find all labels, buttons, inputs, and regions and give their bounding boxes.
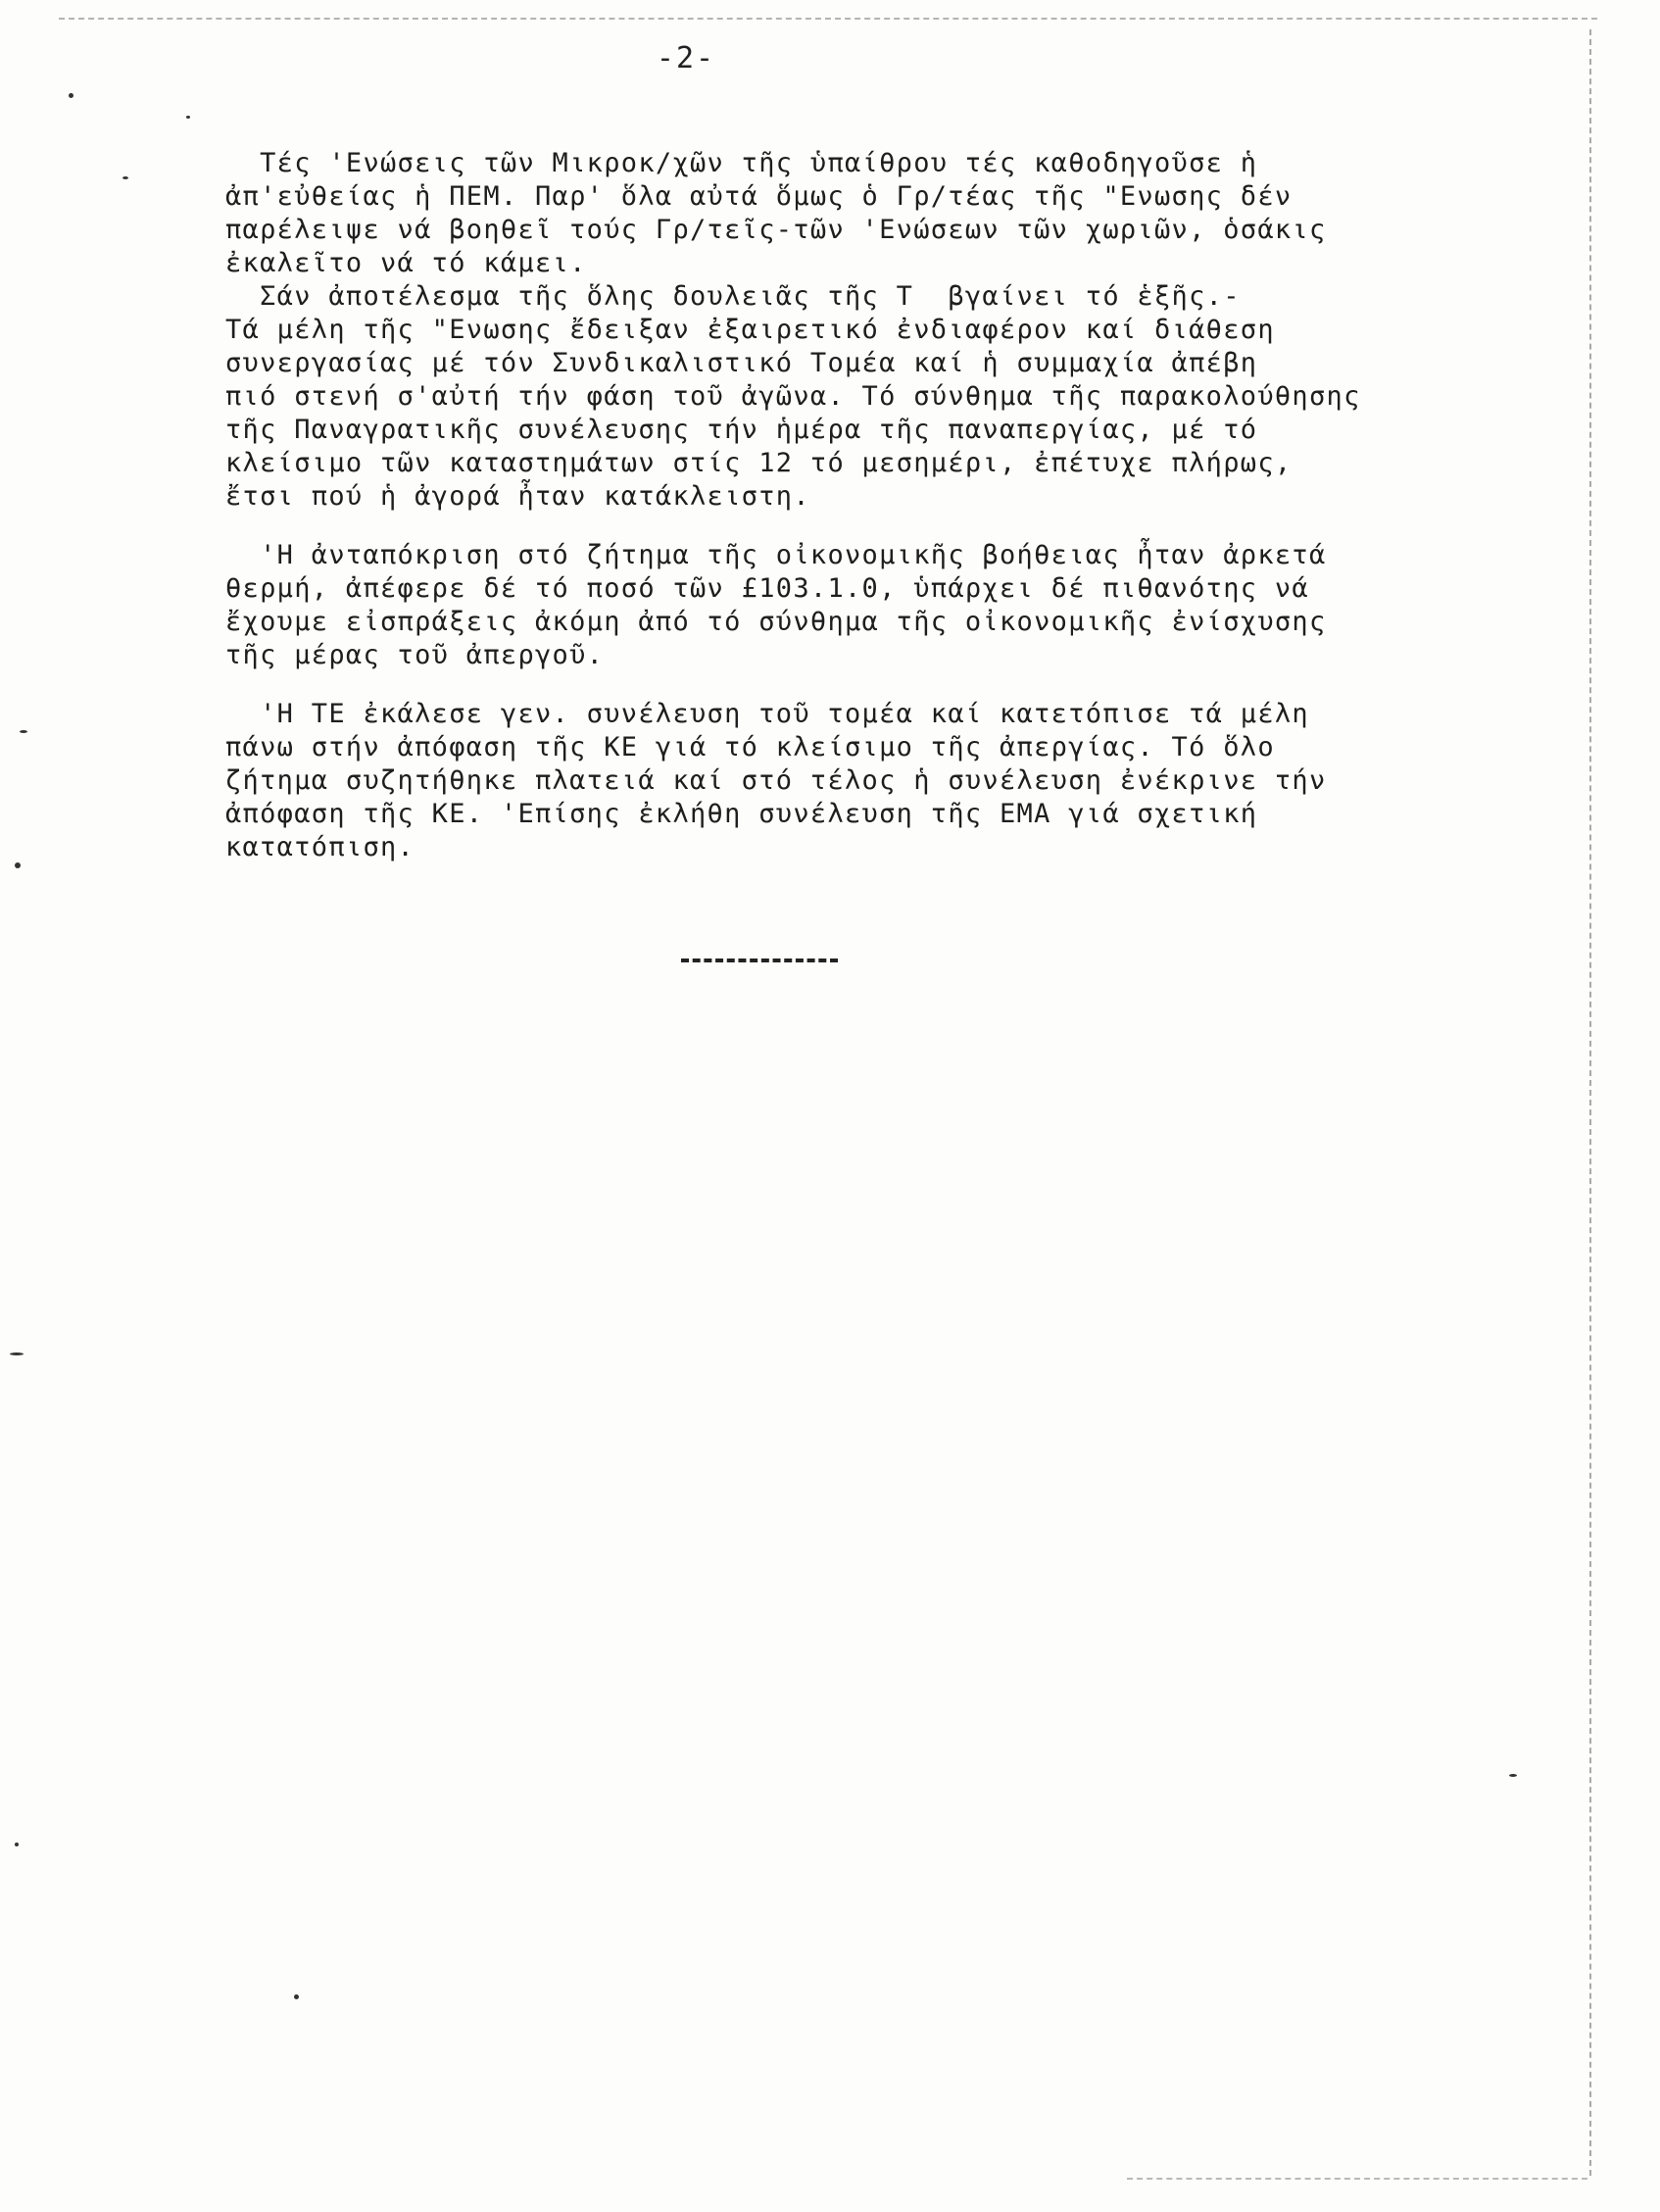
text-line: πάνω στήν ἀπόφαση τῆς ΚΕ γιά τό κλείσιμο τῆς ἀπεργίας. Τό ὅλο xyxy=(225,732,1275,762)
text-line: θερμή, ἀπέφερε δέ τό ποσό τῶν £103.1.0, ὑπάρχει δέ πιθανότης νά xyxy=(225,573,1309,604)
scan-speck xyxy=(122,176,128,179)
text-line: ἀπόφαση τῆς ΚΕ. 'Επίσης ἐκλήθη συνέλευση τῆς ΕΜΑ γιά σχετική xyxy=(225,799,1258,829)
text-line: τῆς μέρας τοῦ ἀπεργοῦ. xyxy=(225,640,605,670)
scan-speck xyxy=(1509,1774,1517,1777)
scan-edge-top xyxy=(59,18,1597,20)
scan-edge-right xyxy=(1589,29,1591,2176)
text-line: κατατόπιση. xyxy=(225,832,415,862)
paragraph-3 xyxy=(225,539,1568,672)
text-line: Σάν ἀποτέλεσμα τῆς ὅλης δουλειᾶς τῆς Τ βγαίνει τό ἑξῆς.- xyxy=(225,281,1241,312)
text-line: ἔτσι πού ἡ ἀγορά ἦταν κατάκλειστη. xyxy=(225,481,810,512)
text-line: ἀπ'εὐθείας ἡ ΠΕΜ. Παρ' ὅλα αὐτά ὅμως ὁ Γρ/τέας τῆς "Ενωσης δέν xyxy=(225,181,1293,212)
paragraph-gap xyxy=(225,514,1568,539)
scan-speck xyxy=(10,1352,24,1355)
paragraph-4 xyxy=(225,698,1568,864)
text-line: ἔχουμε εἰσπράξεις ἀκόμη ἀπό τό σύνθημα τῆς οἰκονομικῆς ἐνίσχυσης xyxy=(225,607,1327,637)
page-number: -2- xyxy=(656,41,716,75)
scan-edge-bottom xyxy=(1127,2178,1587,2180)
scan-speck xyxy=(69,93,73,98)
text-line: τῆς Παναγρατικῆς συνέλευσης τήν ἡμέρα τῆς παναπεργίας, μέ τό xyxy=(225,415,1258,445)
paragraph-gap xyxy=(225,672,1568,698)
text-line: Τές 'Ενώσεις τῶν Μικροκ/χῶν τῆς ὑπαίθρου τές καθοδηγοῦσε ἡ xyxy=(225,148,1258,178)
text-line: Τά μέλη τῆς "Ενωσης ἔδειξαν ἐξαιρετικό ἐνδιαφέρον καί διάθεση xyxy=(225,315,1275,345)
paragraph-1 xyxy=(225,147,1568,280)
scan-speck xyxy=(15,1843,19,1846)
text-line: ἐκαλεῖτο νά τό κάμει. xyxy=(225,248,587,278)
body-text xyxy=(225,147,1568,864)
text-line: 'Η ΤΕ ἐκάλεσε γεν. συνέλευση τοῦ τομέα καί κατετόπισε τά μέλη xyxy=(225,699,1309,729)
text-line: πιό στενή σ'αὐτή τήν φάση τοῦ ἀγῶνα. Τό σύνθημα τῆς παρακολούθησης xyxy=(225,381,1361,412)
scan-speck xyxy=(20,730,27,733)
text-line: κλείσιμο τῶν καταστημάτων στίς 12 τό μεσημέρι, ἐπέτυχε πλήρως, xyxy=(225,448,1293,478)
text-line: συνεργασίας μέ τόν Συνδικαλιστικό Τομέα καί ἡ συμμαχία ἀπέβη xyxy=(225,348,1258,378)
text-line: 'Η ἀνταπόκριση στό ζήτημα τῆς οἰκονομικῆς βοήθειας ἦταν ἀρκετά xyxy=(225,540,1327,570)
closing-rule xyxy=(681,959,838,962)
scan-speck xyxy=(15,862,21,868)
text-line: παρέλειψε νά βοηθεῖ τούς Γρ/τεῖς-τῶν 'Ενώσεων τῶν χωριῶν, ὁσάκις xyxy=(225,215,1327,245)
text-line: ζήτημα συζητήθηκε πλατειά καί στό τέλος ἡ συνέλευση ἐνέκρινε τήν xyxy=(225,765,1327,796)
paragraph-2 xyxy=(225,280,1568,514)
scan-speck xyxy=(186,116,190,119)
scan-speck xyxy=(294,1994,299,1999)
